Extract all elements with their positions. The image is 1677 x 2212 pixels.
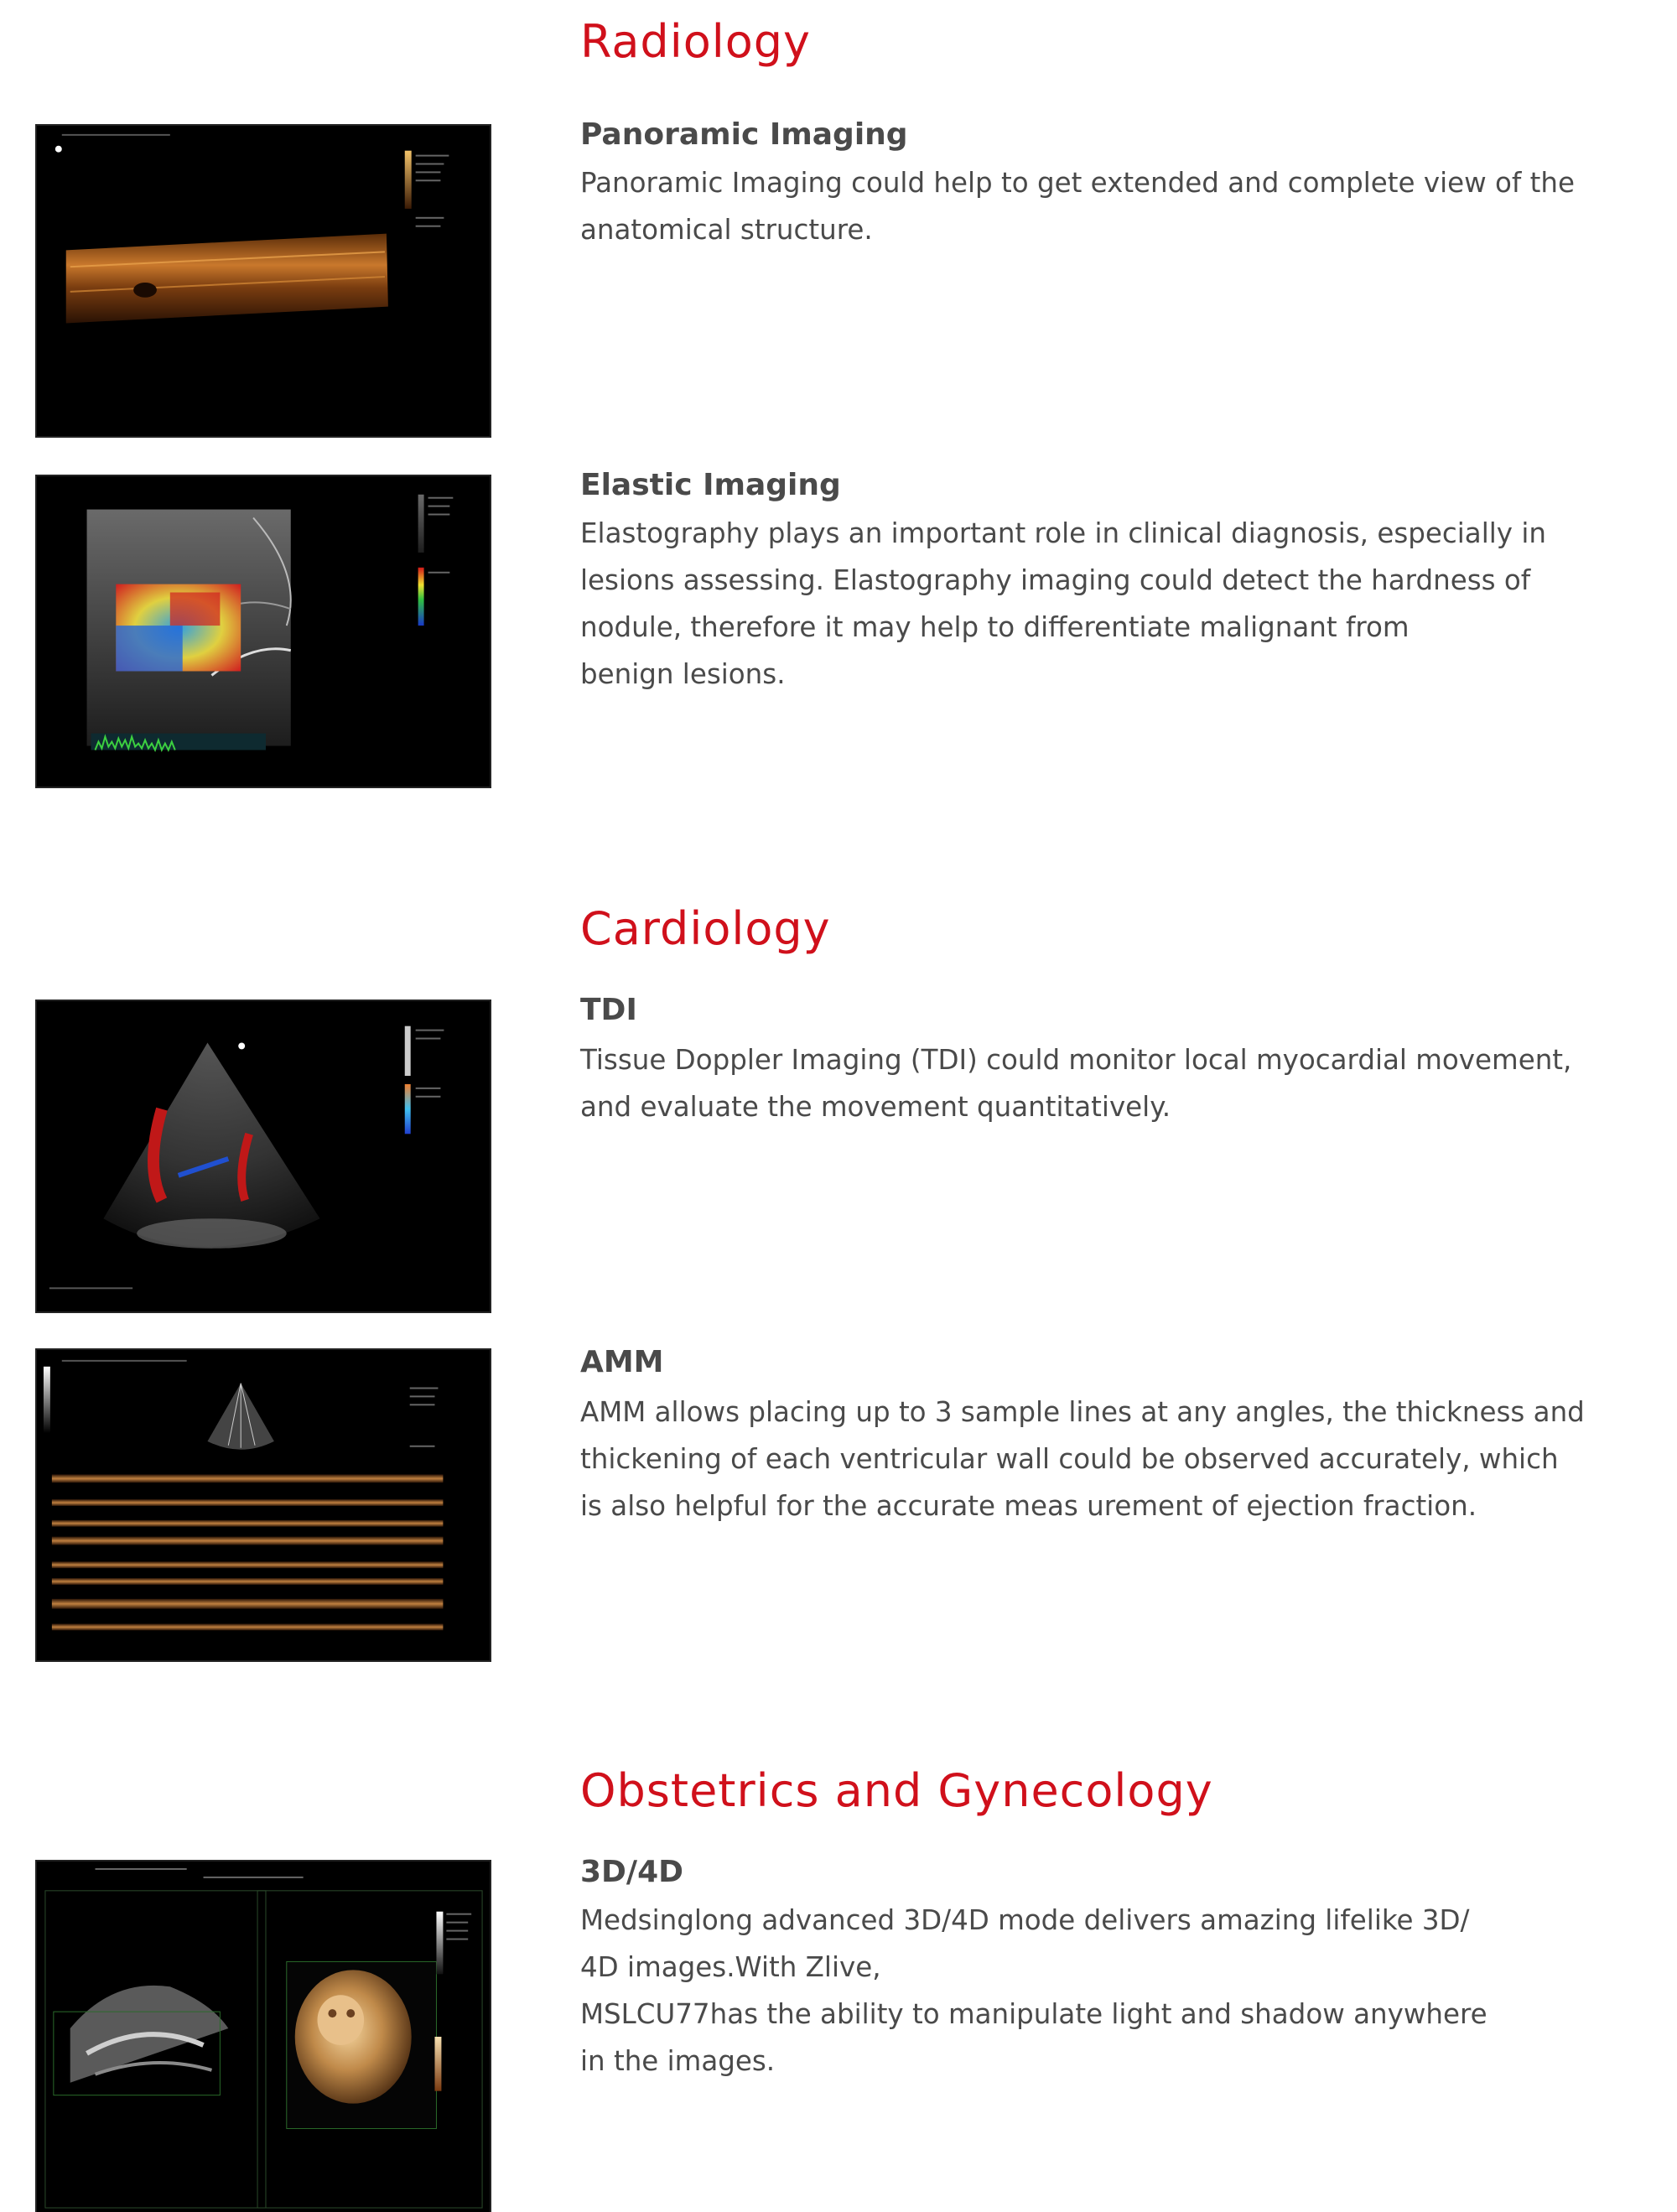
panoramic-ultrasound-image: [35, 124, 491, 438]
elastic-ultrasound-image: [35, 475, 491, 788]
feature-description-3d-4d: Medsinglong advanced 3D/4D mode delivers amazing lifelike 3D/ 4D images.With Zlive, MSLCU77has the ability to manipulate light and shadow anywhere in the images.: [580, 1904, 1487, 2077]
amm-ultrasound-image: [35, 1348, 491, 1662]
feature-description-tdi: Tissue Doppler Imaging (TDI) could monitor local myocardial movement, and evaluate the movement quantitatively.: [580, 1044, 1572, 1123]
section-title-cardiology: Cardiology: [580, 902, 831, 955]
3d-4d-ultrasound-image: [35, 1860, 491, 2212]
tdi-ultrasound-image: [35, 1000, 491, 1313]
feature-description-panoramic-imaging: Panoramic Imaging could help to get extended and complete view of the anatomical structure.: [580, 167, 1576, 246]
feature-heading-amm: AMM: [580, 1345, 664, 1379]
feature-description-elastic-imaging: Elastography plays an important role in clinical diagnosis, especially in lesions assessing. Elastography imaging could detect the hardness of nodule, therefore it may help to differentiate malignant from benign lesions.: [580, 517, 1546, 690]
section-title-obstetrics-gynecology: Obstetrics and Gynecology: [580, 1764, 1213, 1817]
feature-heading-3d-4d: 3D/4D: [580, 1855, 684, 1889]
feature-heading-elastic-imaging: Elastic Imaging: [580, 468, 841, 502]
section-title-radiology: Radiology: [580, 15, 812, 68]
feature-heading-panoramic-imaging: Panoramic Imaging: [580, 117, 908, 152]
feature-heading-tdi: TDI: [580, 993, 637, 1027]
feature-description-amm: AMM allows placing up to 3 sample lines at any angles, the thickness and thickening of each ventricular wall could be observed accurately, which is also helpful for the accurate meas urement of ejection fraction.: [580, 1396, 1585, 1522]
